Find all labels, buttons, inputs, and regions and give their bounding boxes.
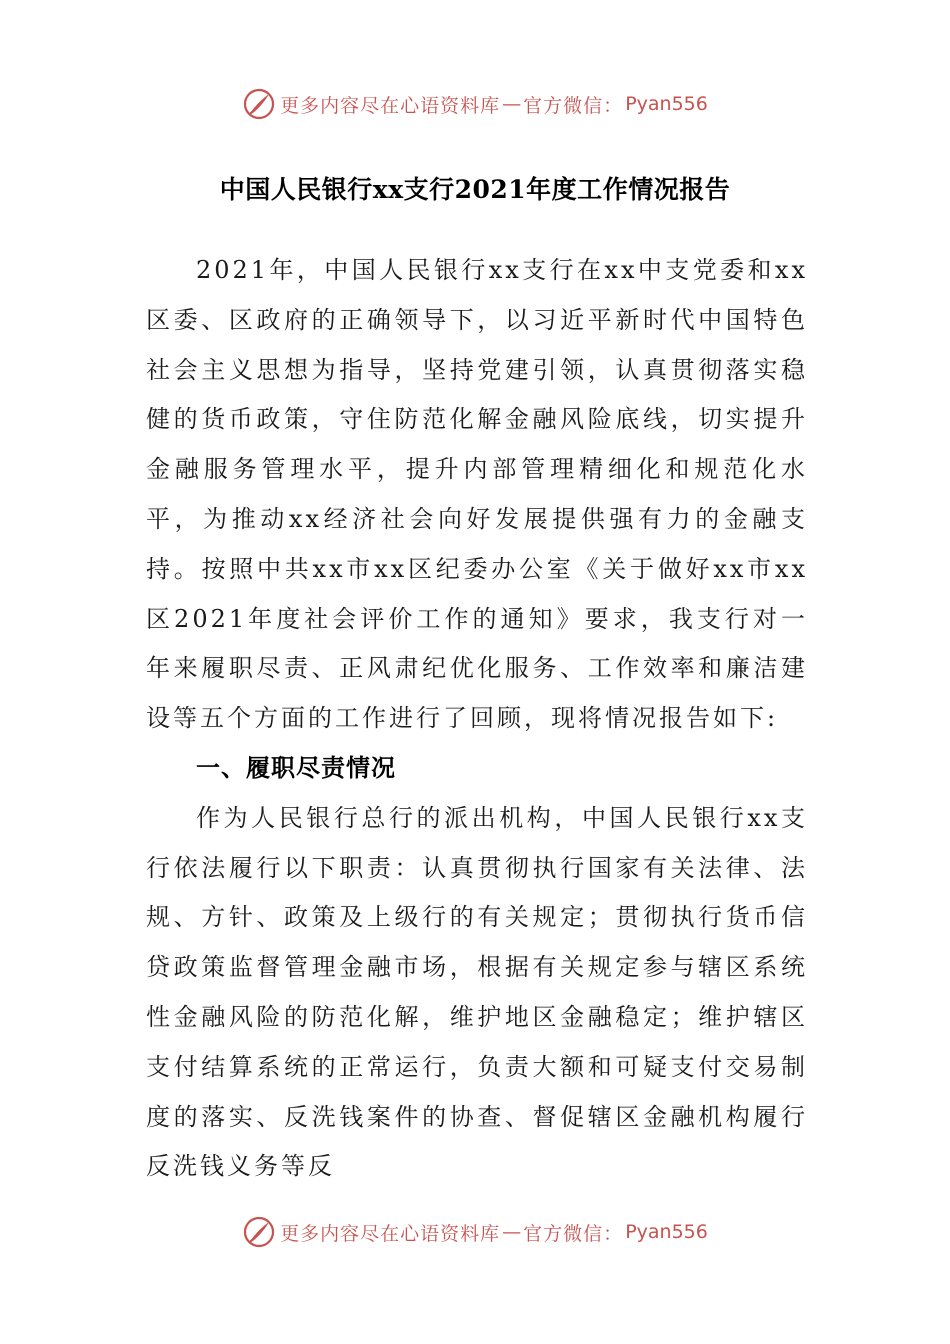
- header-watermark-banner: [0, 84, 950, 124]
- banner-separator: —: [502, 1221, 522, 1243]
- quill-logo-icon: [242, 87, 276, 121]
- footer-watermark-banner: [0, 1212, 950, 1252]
- banner-account-id: Pyan556: [625, 93, 708, 115]
- banner-official-label: 官方微信：: [523, 94, 624, 117]
- document-body: [146, 246, 808, 1192]
- duties-paragraph: 作为人民银行总行的派出机构，中国人民银行xx支行依法履行以下职责：认真贯彻执行国家有关法律、法规、方针、政策及上级行的有关规定；贯彻执行货币信贷政策监督管理金融市场，根据有关规定参与辖区系统性金融风险的防范化解，维护地区金融稳定；维护辖区支付结算系统的正常运行，负责大额和可疑支付交易制度的落实、反洗钱案件的协查、督促辖区金融机构履行反洗钱义务等反: [146, 803, 808, 1181]
- banner-tagline: 更多内容尽在心语资料库: [280, 1222, 501, 1245]
- banner-separator: —: [502, 93, 522, 115]
- quill-logo-icon: [242, 1215, 276, 1249]
- banner-official-label: 官方微信：: [523, 1222, 624, 1245]
- banner-account-id: Pyan556: [625, 1221, 708, 1243]
- section-heading: 一、履职尽责情况: [196, 753, 396, 782]
- intro-paragraph: 2021年，中国人民银行xx支行在xx中支党委和xx区委、区政府的正确领导下，以习近平新时代中国特色社会主义思想为指导，坚持党建引领，认真贯彻落实稳健的货币政策，守住防范化解金融风险底线，切实提升金融服务管理水平，提升内部管理精细化和规范化水平，为推动xx经济社会向好发展提供强有力的金融支持。按照中共xx市xx区纪委办公室《关于做好xx市xx区2021年度社会评价工作的通知》要求，我支行对一年来履职尽责、正风肃纪优化服务、工作效率和廉洁建设等五个方面的工作进行了回顾，现将情况报告如下:: [146, 256, 808, 733]
- document-title: 中国人民银行xx支行2021年度工作情况报告: [219, 175, 731, 204]
- banner-tagline: 更多内容尽在心语资料库: [280, 94, 501, 117]
